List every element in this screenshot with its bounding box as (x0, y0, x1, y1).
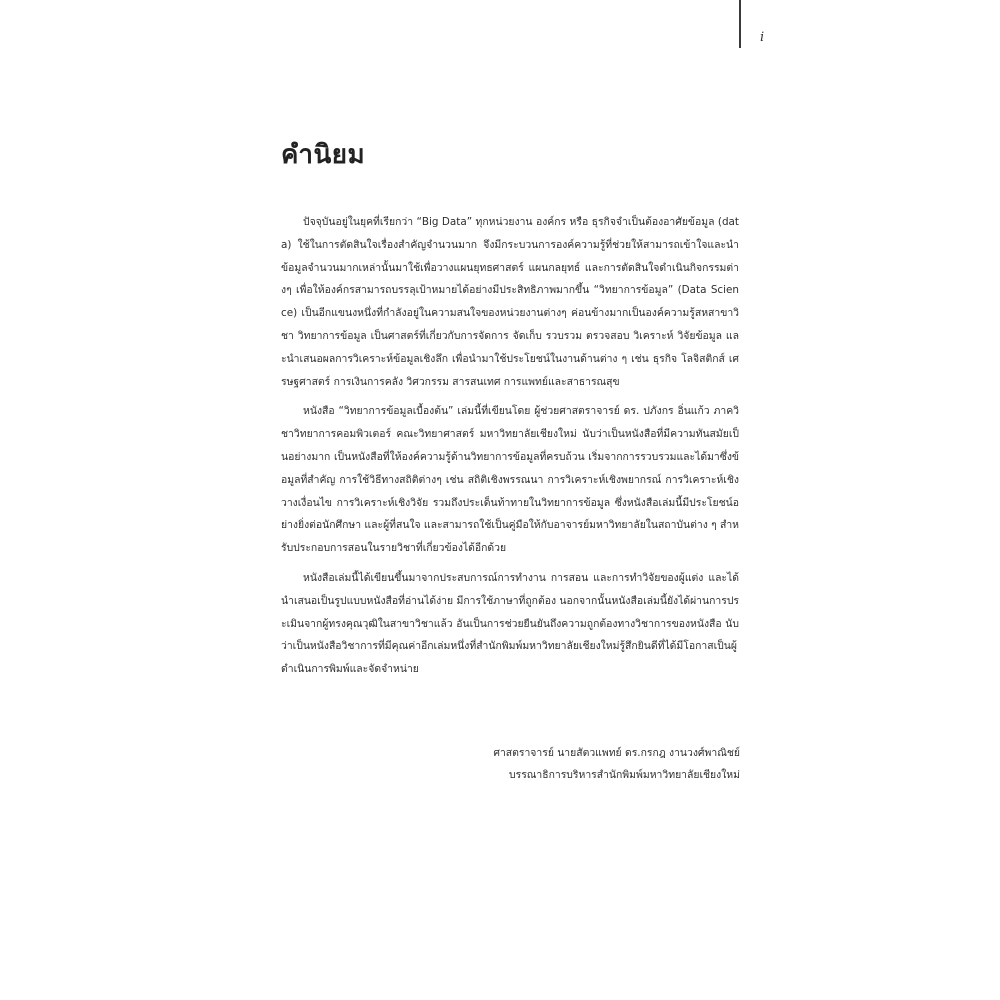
signatory-name: ศาสตราจารย์ นายสัตวแพทย์ ดร.กรกฎ งานวงศ์พาณิชย์ (493, 747, 740, 759)
paragraph-1: ปัจจุบันอยู่ในยุคที่เรียกว่า “Big Data” ทุกหน่วยงาน องค์กร หรือ ธุรกิจจำเป็นต้องอาศัยข้อมูล (data) ใช้ในการตัดสินใจเรื่องสำคัญจำนวนมาก จึงมีกระบวนการองค์ความรู้ที่ช่วยให้สามารถเข้าใจและนำข้อมูลจำนวนมากเหล่านั้นมาใช้เพื่อวางแผนยุทธศาสตร์ แผนกลยุทธ์ และการตัดสินใจดำเนินกิจกรรมต่างๆ เพื่อให้องค์กรสามารถบรรลุเป้าหมายได้อย่างมีประสิทธิภาพมากขึ้น “วิทยาการข้อมูล” (Data Science) เป็นอีกแขนงหนึ่งที่กำลังอยู่ในความสนใจของหน่วยงานต่างๆ ค่อนข้างมากเป็นองค์ความรู้สหสาขาวิชา วิทยาการข้อมูล เป็นศาสตร์ที่เกี่ยวกับการจัดการ จัดเก็บ รวบรวม ตรวจสอบ วิเคราะห์ วิจัยข้อมูล และนำเสนอผลการวิเคราะห์ข้อมูลเชิงลึก เพื่อนำมาใช้ประโยชน์ในงานด้านต่าง ๆ เช่น ธุรกิจ โลจิสติกส์ เศรษฐศาสตร์ การเงินการคลัง วิศวกรรม สารสนเทศ การแพทย์และสาธารณสุข (281, 216, 739, 388)
paragraph-3: หนังสือเล่มนี้ได้เขียนขึ้นมาจากประสบการณ์การทำงาน การสอน และการทำวิจัยของผู้แต่ง และได้นำเสนอเป็นรูปแบบหนังสือที่อ่านได้ง่าย มีการใช้ภาษาที่ถูกต้อง นอกจากนั้นหนังสือเล่มนี้ยังได้ผ่านการประเมินจากผู้ทรงคุณวุฒิในสาขาวิชาแล้ว อันเป็นการช่วยยืนยันถึงความถูกต้องทางวิชาการของหนังสือ นับว่าเป็นหนังสือวิชาการที่มีคุณค่าอีกเล่มหนึ่งที่สำนักพิมพ์มหาวิทยาลัยเชียงใหม่รู้สึกยินดีที่ได้มีโอกาสเป็นผู้ดำเนินการพิมพ์และจัดจำหน่าย (281, 571, 739, 676)
signatory-position: บรรณาธิการบริหารสำนักพิมพ์มหาวิทยาลัยเชียงใหม่ (509, 769, 740, 781)
page-number: i (760, 30, 765, 45)
body-text (281, 211, 739, 688)
page-title: คำนิยม (281, 140, 366, 170)
header-margin-rule (739, 0, 741, 48)
paragraph-2: หนังสือ “วิทยาการข้อมูลเบื้องต้น” เล่มนี้ที่เขียนโดย ผู้ช่วยศาสตราจารย์ ดร. ปภังกร อิ่นแก้ว ภาควิชาวิทยาการคอมพิวเตอร์ คณะวิทยาศาสตร์ มหาวิทยาลัยเชียงใหม่ นับว่าเป็นหนังสือที่มีความทันสมัยเป็นอย่างมาก เป็นหนังสือที่ให้องค์ความรู้ด้านวิทยาการข้อมูลที่ครบถ้วน เริ่มจากการรวบรวมและได้มาซึ่งข้อมูลที่สำคัญ การใช้วิธีทางสถิติต่างๆ เช่น สถิติเชิงพรรณนา การวิเคราะห์เชิงพยากรณ์ การวิเคราะห์เชิงวางเงื่อนไข การวิเคราะห์เชิงวิจัย รวมถึงประเด็นท้าทายในวิทยาการข้อมูล ซึ่งหนังสือเล่มนี้มีประโยชน์อย่างยิ่งต่อนักศึกษา และผู้ที่สนใจ และสามารถใช้เป็นคู่มือให้กับอาจารย์มหาวิทยาลัยในสถาบันต่าง ๆ สำหรับประกอบการสอนในรายวิชาที่เกี่ยวข้องได้อีกด้วย (281, 405, 739, 555)
signature-block (440, 742, 740, 786)
